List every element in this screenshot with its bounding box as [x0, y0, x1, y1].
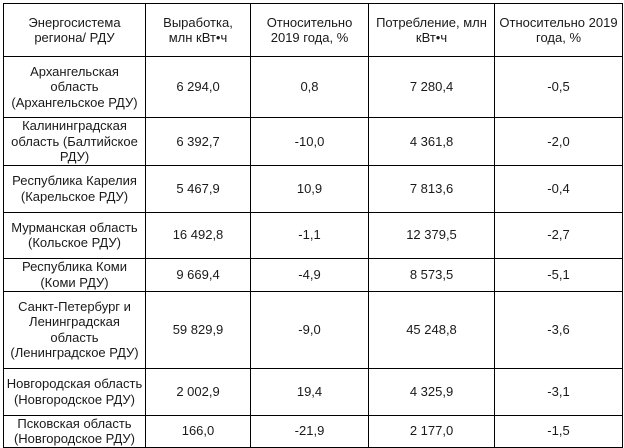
generation-change-cell: 10,9: [251, 165, 369, 212]
region-cell: Архангельская область (Архангельское РДУ): [4, 57, 146, 118]
consumption-change-cell: -0,4: [495, 165, 623, 212]
generation-change-cell: 19,4: [251, 368, 369, 415]
consumption-cell: 4 361,8: [369, 118, 495, 166]
generation-change-cell: -21,9: [251, 415, 369, 447]
table-row: [4, 165, 623, 212]
energy-table: [3, 3, 623, 448]
generation-cell: 2 002,9: [146, 368, 251, 415]
consumption-cell: 12 379,5: [369, 212, 495, 258]
generation-cell: 166,0: [146, 415, 251, 447]
table-row: [4, 415, 623, 447]
header-generation-change: Относительно 2019 года, %: [251, 4, 369, 57]
region-cell: Республика Карелия (Карельское РДУ): [4, 165, 146, 212]
region-cell: Калининградская область (Балтийское РДУ): [4, 118, 146, 166]
table-container: [3, 3, 623, 448]
consumption-cell: 8 573,5: [369, 258, 495, 291]
generation-change-cell: -10,0: [251, 118, 369, 166]
consumption-cell: 7 813,6: [369, 165, 495, 212]
generation-cell: 5 467,9: [146, 165, 251, 212]
consumption-change-cell: -3,6: [495, 291, 623, 368]
region-cell: Республика Коми (Коми РДУ): [4, 258, 146, 291]
generation-change-cell: 0,8: [251, 57, 369, 118]
consumption-change-cell: -5,1: [495, 258, 623, 291]
header-consumption-change: Относительно 2019 года, %: [495, 4, 623, 57]
consumption-change-cell: -3,1: [495, 368, 623, 415]
consumption-cell: 4 325,9: [369, 368, 495, 415]
consumption-cell: 2 177,0: [369, 415, 495, 447]
consumption-change-cell: -1,5: [495, 415, 623, 447]
table-row: [4, 212, 623, 258]
table-row: [4, 291, 623, 368]
header-row: [4, 4, 623, 57]
generation-cell: 6 294,0: [146, 57, 251, 118]
region-cell: Новгородская область (Новгородское РДУ): [4, 368, 146, 415]
consumption-change-cell: -2,7: [495, 212, 623, 258]
consumption-cell: 7 280,4: [369, 57, 495, 118]
header-generation: Выработка, млн кВт•ч: [146, 4, 251, 57]
generation-cell: 9 669,4: [146, 258, 251, 291]
header-region: Энергосистема региона/ РДУ: [4, 4, 146, 57]
region-cell: Псковская область (Новгородское РДУ): [4, 415, 146, 447]
region-cell: Санкт-Петербург и Ленинградская область (Ленинградское РДУ): [4, 291, 146, 368]
generation-change-cell: -4,9: [251, 258, 369, 291]
generation-cell: 59 829,9: [146, 291, 251, 368]
consumption-change-cell: -2,0: [495, 118, 623, 166]
consumption-change-cell: -0,5: [495, 57, 623, 118]
table-row: [4, 368, 623, 415]
table-row: [4, 258, 623, 291]
generation-cell: 16 492,8: [146, 212, 251, 258]
generation-change-cell: -9,0: [251, 291, 369, 368]
header-consumption: Потребление, млн кВт•ч: [369, 4, 495, 57]
generation-change-cell: -1,1: [251, 212, 369, 258]
region-cell: Мурманская область (Кольское РДУ): [4, 212, 146, 258]
table-row: [4, 57, 623, 118]
generation-cell: 6 392,7: [146, 118, 251, 166]
table-row: [4, 118, 623, 166]
consumption-cell: 45 248,8: [369, 291, 495, 368]
